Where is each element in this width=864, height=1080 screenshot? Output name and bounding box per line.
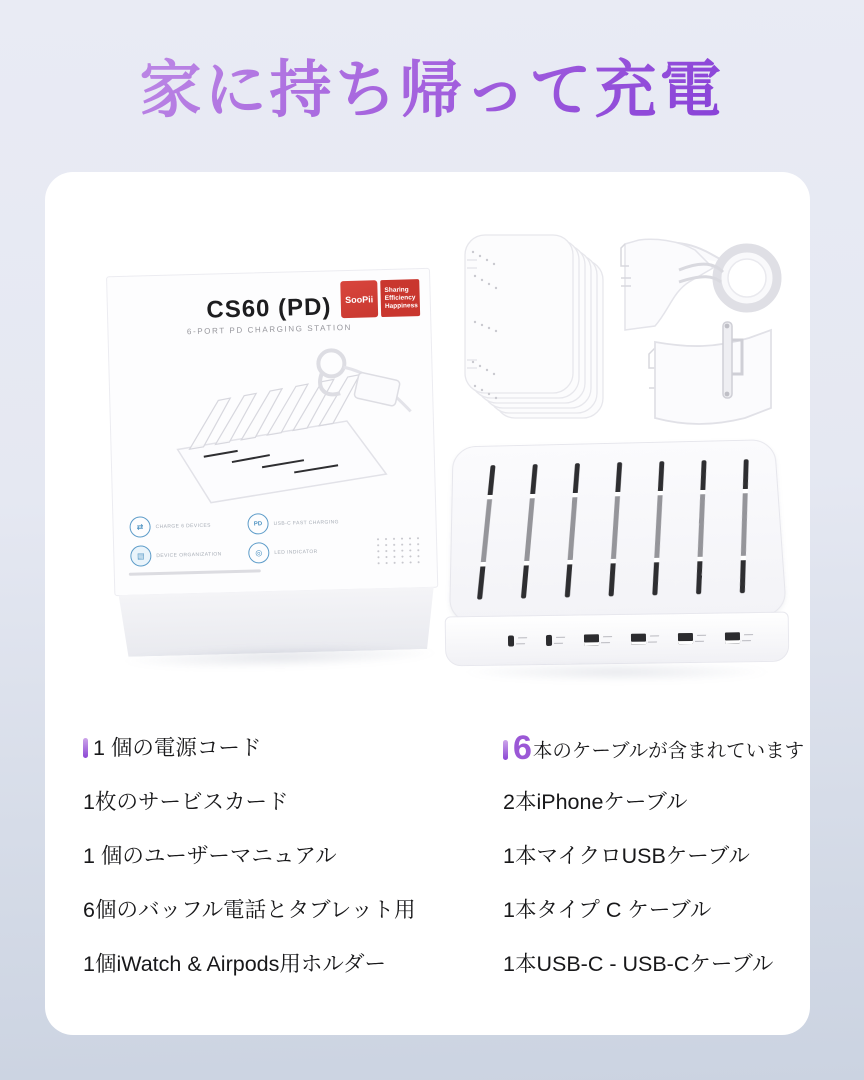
box-front-face: [106, 268, 438, 596]
list-item-text: 1個iWatch & Airpods用ホルダー: [83, 952, 387, 976]
badge-line: Efficiency: [384, 293, 416, 302]
page-title: 家に持ち帰って充電: [0, 40, 864, 129]
list-item: [83, 951, 416, 977]
port-mark: [695, 634, 706, 641]
port-mark: [554, 636, 565, 643]
feature-item: [247, 511, 366, 535]
list-item: [83, 897, 416, 923]
usb-a-port: [584, 634, 611, 645]
list-item: [503, 897, 804, 923]
list-item-text: 6個のバッフル電話とタブレット用: [83, 898, 416, 922]
usb-a-port: [631, 633, 658, 644]
device-slot: [652, 461, 664, 595]
port-mark: [742, 634, 753, 641]
included-items-left: [83, 735, 416, 1005]
model-name: CS60 (PD): [206, 293, 332, 324]
badge-line: Sharing: [384, 285, 409, 294]
feature-label: DEVICE ORGANIZATION: [156, 550, 222, 559]
device-slot: [477, 465, 496, 599]
badge-line: Happiness: [384, 301, 418, 310]
product-box-photo: [100, 260, 445, 669]
box-product-artwork: [117, 331, 427, 511]
usb-c-port: [546, 634, 564, 645]
device-slot: [696, 460, 707, 594]
cable-count: 6: [513, 729, 532, 767]
decorative-dot-grid: [374, 535, 421, 566]
charge-6-devices-icon: ⇄: [129, 516, 151, 538]
accent-bar: [503, 740, 508, 760]
soopii-logo: SooPii: [340, 280, 378, 318]
feature-label: LED INDICATOR: [274, 548, 318, 556]
charging-station-photo: [437, 434, 797, 684]
feature-label: CHARGE 6 DEVICES: [155, 522, 211, 530]
list-item: [503, 843, 804, 869]
port-mark: [648, 635, 659, 642]
list-item-text: 1枚のサービスカード: [83, 790, 289, 814]
accent-bar: [83, 738, 88, 758]
station-front-ports: [445, 612, 790, 667]
list-item: [503, 951, 804, 977]
port-mark: [516, 637, 527, 644]
feature-item: [130, 543, 249, 567]
feature-item: [129, 514, 248, 538]
usb-c-port: [508, 635, 526, 646]
model-subtitle: 6-PORT PD CHARGING STATION: [186, 322, 353, 337]
list-item: [83, 735, 416, 761]
list-item-text: 1本USB-C - USB-Cケーブル: [503, 952, 774, 976]
list-item-text: 2本iPhoneケーブル: [503, 790, 688, 814]
station-shadow: [461, 662, 773, 682]
device-slot: [521, 464, 538, 598]
watch-holder-photo: [611, 230, 793, 428]
list-item-text: 1本タイプ C ケーブル: [503, 898, 712, 922]
feature-item: [248, 540, 367, 564]
list-item-text: 1 個の電源コード: [93, 736, 262, 760]
feature-list: [129, 511, 360, 567]
device-organization-icon: ▤: [130, 545, 152, 567]
usb-a-port: [725, 632, 752, 643]
fine-print-line: [129, 569, 261, 575]
content-card: [45, 172, 810, 1035]
port-mark: [601, 636, 612, 643]
list-item-text: 1本マイクロUSBケーブル: [503, 844, 750, 868]
clear-baffles-photo: [453, 230, 611, 428]
usb-a-port: [678, 632, 705, 643]
device-slot: [740, 459, 749, 593]
list-item-text: 1 個のユーザーマニュアル: [83, 844, 337, 868]
list-item: [503, 789, 804, 815]
device-slot: [565, 463, 580, 597]
device-slot: [608, 462, 622, 596]
cables-header: [503, 729, 805, 767]
station-top-face: [449, 439, 787, 623]
list-item: [83, 843, 416, 869]
list-item: [83, 789, 416, 815]
pd-fast-charging-icon: PD: [247, 513, 269, 535]
feature-label: USB-C FAST CHARGING: [273, 518, 339, 527]
cables-header-text: 本のケーブルが含まれています: [532, 740, 805, 762]
led-indicator-icon: ◎: [248, 542, 270, 564]
included-items-right: [503, 729, 805, 1005]
